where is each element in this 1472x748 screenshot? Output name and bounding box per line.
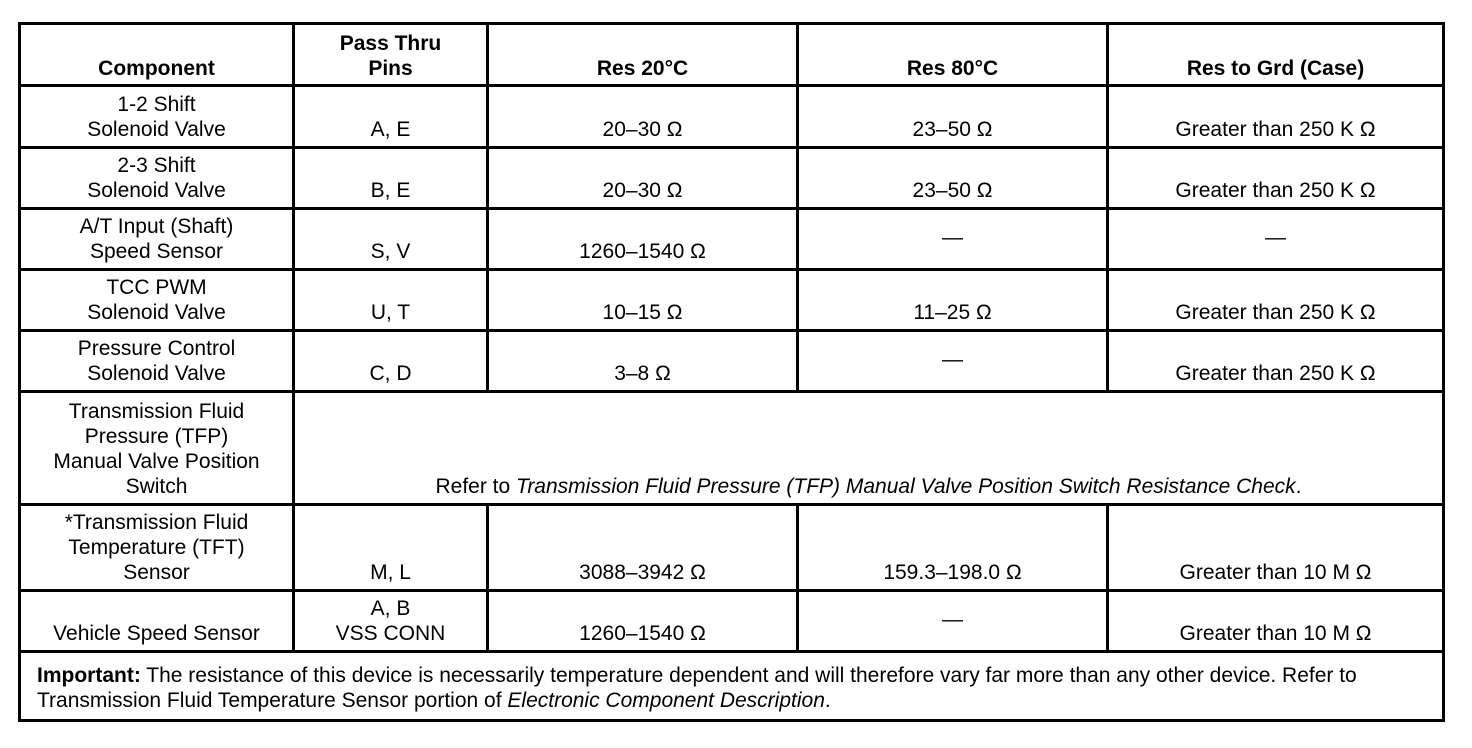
res20-cell: 20–30 Ω <box>488 86 798 148</box>
component-cell: Vehicle Speed Sensor <box>20 591 294 652</box>
table-row <box>20 209 1444 270</box>
res20-cell: 10–15 Ω <box>488 270 798 331</box>
resistance-spec-table <box>18 22 1445 722</box>
res-grd-cell: Greater than 250 K Ω <box>1108 270 1444 331</box>
res80-cell: 159.3–198.0 Ω <box>798 505 1108 591</box>
header-row <box>20 24 1444 86</box>
res-grd-cell: Greater than 250 K Ω <box>1108 148 1444 209</box>
table-row-vss <box>20 591 1444 652</box>
component-cell <box>20 505 294 591</box>
refer-suffix: . <box>1295 475 1302 498</box>
pins-cell: U, T <box>294 270 488 331</box>
component-line1: 1-2 Shift <box>117 93 196 116</box>
refer-link-text: Transmission Fluid Pressure (TFP) Manual Valve Position Switch Resistance Check <box>516 475 1296 498</box>
res80-cell: 11–25 Ω <box>798 270 1108 331</box>
component-cell <box>20 392 294 505</box>
pins-line2: VSS CONN <box>335 622 446 645</box>
header-component: Component <box>20 24 294 86</box>
refer-prefix: Refer to <box>435 475 517 498</box>
header-res-grd: Res to Grd (Case) <box>1108 24 1444 86</box>
res20-cell: 20–30 Ω <box>488 148 798 209</box>
pins-cell <box>294 591 488 652</box>
component-line1: 2-3 Shift <box>117 154 196 177</box>
component-line1: *Transmission Fluid <box>64 511 249 534</box>
res-grd-cell: Greater than 250 K Ω <box>1108 331 1444 392</box>
table-row <box>20 148 1444 209</box>
header-res20: Res 20°C <box>488 24 798 86</box>
spec-table-container <box>18 22 1442 722</box>
res80-cell: 23–50 Ω <box>798 86 1108 148</box>
important-note <box>20 652 1444 721</box>
res-grd-cell: Greater than 10 M Ω <box>1108 505 1444 591</box>
pins-cell: A, E <box>294 86 488 148</box>
component-line2: Solenoid Valve <box>87 301 226 324</box>
res-grd-cell: Greater than 250 K Ω <box>1108 86 1444 148</box>
res-grd-cell: — <box>1108 209 1444 270</box>
component-line2: Solenoid Valve <box>87 362 226 385</box>
component-line2: Pressure (TFP) <box>84 425 229 448</box>
pins-cell: C, D <box>294 331 488 392</box>
table-row <box>20 270 1444 331</box>
component-line1: Transmission Fluid <box>68 400 245 423</box>
table-row <box>20 331 1444 392</box>
tfp-refer-cell <box>294 392 1444 505</box>
table-row <box>20 86 1444 148</box>
res20-cell: 3–8 Ω <box>488 331 798 392</box>
component-line2: Speed Sensor <box>89 240 224 263</box>
res80-cell: — <box>798 591 1108 652</box>
component-cell <box>20 209 294 270</box>
res20-cell: 1260–1540 Ω <box>488 209 798 270</box>
note-label: Important: <box>37 664 141 687</box>
note-text: The resistance of this device is necessarily temperature dependent and will therefore vary far more than any other device. Refer to Transmission Fluid Temperature Sensor portion of <box>37 664 1357 712</box>
res80-cell: — <box>798 209 1108 270</box>
component-line4: Switch <box>125 475 188 498</box>
pins-cell: M, L <box>294 505 488 591</box>
table-row-tfp <box>20 392 1444 505</box>
component-line2: Solenoid Valve <box>87 179 226 202</box>
component-cell <box>20 331 294 392</box>
table-row-tft <box>20 505 1444 591</box>
header-pins-line2: Pins <box>368 57 413 80</box>
res20-cell: 3088–3942 Ω <box>488 505 798 591</box>
res20-cell: 1260–1540 Ω <box>488 591 798 652</box>
component-cell <box>20 270 294 331</box>
res80-cell: — <box>798 331 1108 392</box>
res80-cell: 23–50 Ω <box>798 148 1108 209</box>
header-pins <box>294 24 488 86</box>
component-line3: Manual Valve Position <box>53 450 260 473</box>
pins-cell: B, E <box>294 148 488 209</box>
component-line3: Sensor <box>123 561 190 584</box>
pins-cell: S, V <box>294 209 488 270</box>
header-res80: Res 80°C <box>798 24 1108 86</box>
component-cell <box>20 148 294 209</box>
component-line1: A/T Input (Shaft) <box>79 215 234 238</box>
res-grd-cell: Greater than 10 M Ω <box>1108 591 1444 652</box>
component-line1: TCC PWM <box>106 276 207 299</box>
component-line1: Pressure Control <box>77 337 236 360</box>
pins-line1: A, B <box>370 597 411 620</box>
component-line2: Temperature (TFT) <box>68 536 245 559</box>
note-suffix: . <box>824 689 831 712</box>
important-note-row <box>20 652 1444 721</box>
component-line2: Solenoid Valve <box>87 118 226 141</box>
component-cell <box>20 86 294 148</box>
header-pins-line1: Pass Thru <box>339 32 442 55</box>
note-italic-ref: Electronic Component Description <box>507 689 825 712</box>
